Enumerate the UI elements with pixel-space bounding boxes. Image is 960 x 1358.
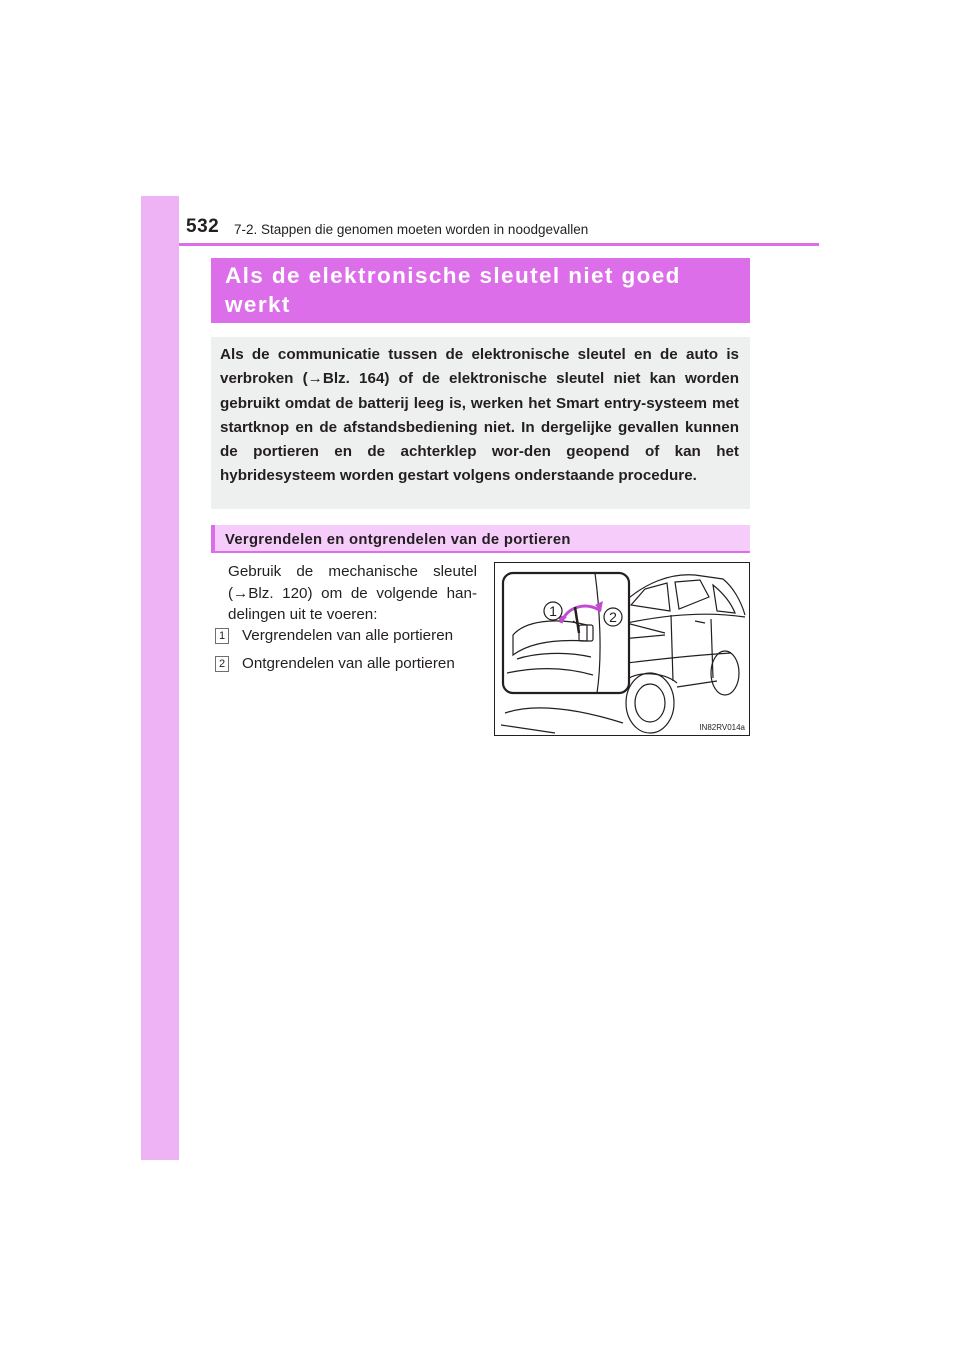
- step-label: Ontgrendelen van alle portieren: [242, 655, 455, 672]
- detail-inset-frame: [503, 573, 629, 693]
- door-lock-illustration: [494, 562, 750, 736]
- chapter-title: 7-2. Stappen die genomen moeten worden in noodgevallen: [234, 222, 589, 237]
- section-title-banner: [211, 258, 750, 323]
- figure-code: IN82RV014a: [699, 723, 745, 732]
- instruction-text: Gebruik de mechanische sleutel (→Blz. 120) om de volgende han-delingen uit te voeren:: [228, 563, 477, 623]
- callout-label-1: 1: [549, 603, 557, 619]
- chapter-side-tab: [141, 196, 179, 1160]
- step-number-badge: 1: [215, 628, 229, 644]
- section-title-line-1: Als de elektronische sleutel niet goed: [225, 263, 681, 288]
- intro-box: [211, 337, 750, 509]
- step-label: Vergrendelen van alle portieren: [242, 627, 454, 644]
- page-number: 532: [186, 216, 220, 237]
- subsection-title: Vergrendelen en ontgrendelen van de portieren: [225, 532, 571, 548]
- step-item-2: [215, 655, 455, 672]
- header-divider: [179, 243, 819, 246]
- callout-label-2: 2: [609, 609, 617, 625]
- intro-text: Als de communicatie tussen de elektronische sleutel en de auto is verbroken (→Blz. 164) of de elektronische sleutel niet kan worden gebruikt omdat de batterij leeg is, werken het Smart entry-systeem met startknop en de afstandsbediening niet. In dergelijke gevallen kunnen de portieren en de achterklep wor-den geopend of kan het hybridesysteem worden gestart volgens onderstaande procedure.: [220, 346, 739, 485]
- step-number-badge: 2: [215, 656, 229, 672]
- subsection-title-banner: [211, 525, 750, 553]
- step-item-1: [215, 627, 453, 644]
- section-title-line-2: werkt: [225, 292, 291, 317]
- car-door-svg: [495, 563, 749, 735]
